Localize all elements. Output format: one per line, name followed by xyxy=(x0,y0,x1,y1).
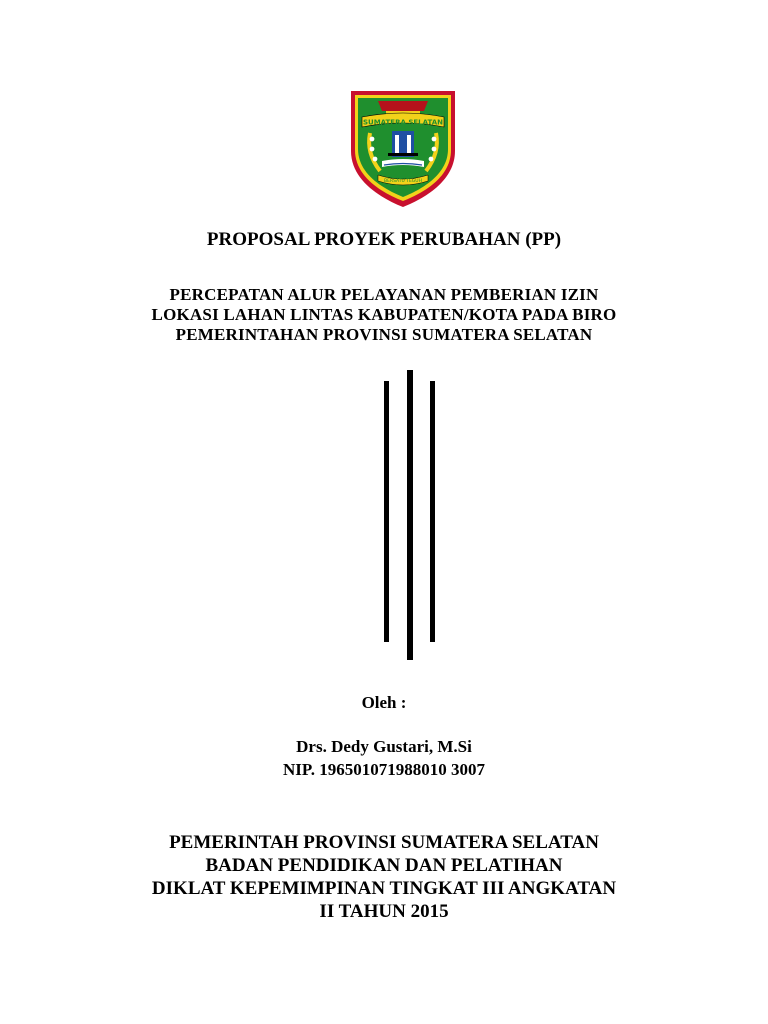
decorative-bar-center xyxy=(407,370,413,660)
decorative-bar-right xyxy=(430,381,435,642)
document-title: PROPOSAL PROYEK PERUBAHAN (PP) xyxy=(206,229,562,250)
emblem-roof xyxy=(378,101,428,111)
emblem-motto-text: BERSATU TEGUH xyxy=(384,179,422,184)
institution-line-2: BADAN PENDIDIKAN DAN PELATIHAN xyxy=(205,855,563,876)
emblem-banner-text: SUMATERA SELATAN xyxy=(362,118,444,127)
institution-line-3: DIKLAT KEPEMIMPINAN TINGKAT III ANGKATAN xyxy=(151,878,617,899)
subtitle-line-1: PERCEPATAN ALUR PELAYANAN PEMBERIAN IZIN xyxy=(169,285,599,304)
sumatera-selatan-emblem xyxy=(348,87,458,209)
subtitle-line-2: LOKASI LAHAN LINTAS KABUPATEN/KOTA PADA BIRO xyxy=(151,305,617,324)
institution-line-1: PEMERINTAH PROVINSI SUMATERA SELATAN xyxy=(169,832,599,853)
institution-line-4: II TAHUN 2015 xyxy=(319,901,449,922)
author-nip: NIP. 196501071988010 3007 xyxy=(283,760,485,779)
author-name: Drs. Dedy Gustari, M.Si xyxy=(296,737,472,756)
subtitle-line-3: PEMERINTAHAN PROVINSI SUMATERA SELATAN xyxy=(175,325,593,344)
by-label: Oleh : xyxy=(361,693,407,712)
decorative-bar-left xyxy=(384,381,389,642)
